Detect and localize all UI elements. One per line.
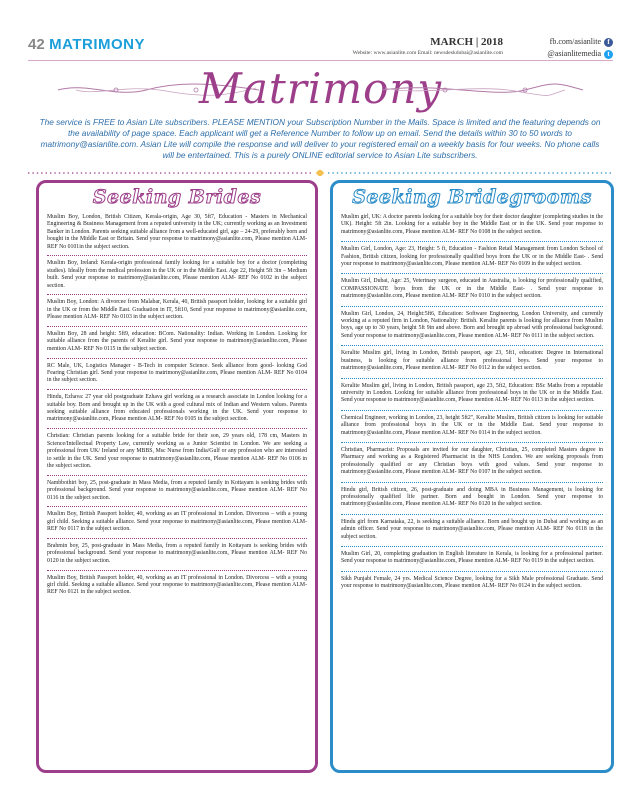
dotted-divider <box>28 170 613 176</box>
list-item: Muslim Boy, London, British Citizen, Kerala-origin, Age 30, 5ft7, Education - Masters in Mechanical Engineering & Business Management from a reputed university in the UK; currently working as an Investment Banker in London. Parents seeking suitable alliance from a well-educated girl, age – 24-29, preferably born and bought in the Middle East or Britain. Send your response to matrimony@asianlite.com, Please mention ALM- REF No 0101in the subject section. <box>47 214 307 250</box>
list-item: Nambbothiri boy, 25, post-graduate in Mass Media, from a reputed family in Kottayam is seeking brides with professional background. Send your response to matrimony@asianlite.com, Please mention ALM- REF No 0116 in the subject section. <box>47 479 307 501</box>
list-item: Muslim Boy, British Passport holder, 40, working as an IT professional in London. Divorcess – with a young girl child. Seeking a suitable alliance. Send your response to matrimony@asianlite.com, Please mention ALM- REF No 0121 in the subject section. <box>47 574 307 596</box>
dotted-separator <box>47 475 307 476</box>
list-item: Muslim Boy, British Passport holder, 40, working as an IT professional in London. Divorcess – with a young girl child. Seeking a suitable alliance. Send your response to matrimony@asianlite.com, Please mention ALM- REF No 0117 in the subject section. <box>47 511 307 533</box>
list-item: RC Male, UK, Logistics Manager - B-Tech in computer Science. Seek alliance from good- looking God Fearing Christian girl. Send your response to matrimony@asianlite.com, Please mention ALM- REF No 0104 in the subject section. <box>47 362 307 384</box>
list-item: Chemical Engineer, working in London, 23, height 5ft2", Keralite Muslim, British citizen is looking for suitable alliance from professional boys in the UK or in the Middle East. Send your response to matrimony@asianlite.com, Please mention ALM- REF No 0114 in the subject section. <box>341 414 603 436</box>
twitter-icon: t <box>604 50 613 59</box>
facebook-link[interactable] <box>550 37 613 47</box>
dotted-separator <box>47 294 307 295</box>
dotted-separator <box>341 482 603 483</box>
dotted-separator <box>341 378 603 379</box>
dotted-separator <box>341 442 603 443</box>
intro-notice <box>36 117 604 161</box>
dotted-separator <box>47 570 307 571</box>
dotted-separator <box>47 326 307 327</box>
page-title: Matrimony <box>198 64 443 113</box>
issue-date: MARCH | 2018 <box>430 36 503 48</box>
dotted-separator <box>341 273 603 274</box>
intro-email-link[interactable]: matrimony@asianlite.com <box>40 139 137 149</box>
list-item: Muslim Boy, Ireland: Kerala-origin professional family looking for a suitable boy for a doctor (completing studies). Ideally from the medical profession in the UK or in the Middle East. Age 22, Height 5ft 3in – Medium built. Send your response to matrimony@asianlite.com, Please mention ALM- REF No 0102 in the subject section. <box>47 260 307 289</box>
list-item: Muslim Boy, London: A divorcee from Malabar, Kerala, 40, British passport holder, looking for a suitable girl in the UK or from the Middle East. Graduation in IT, 5ft10, Send your response to matrimony@asianlite.com, Please mention ALM- REF No 0103 in the subject section. <box>47 299 307 321</box>
twitter-link[interactable] <box>547 49 613 59</box>
list-item: Christian, Pharmacist: Proposals are invited for our daughter, Christian, 25, completed Masters degree in Pharmacy and working as a Registered Pharmacist in the NHS London. We are seeking proposals from professionally qualified or any Christian boys with good values. Send your response to matrimony@asianlite.com, Please mention ALM- REF No 0107 in the subject section. <box>341 446 603 476</box>
dotted-separator <box>47 255 307 256</box>
seeking-bridegrooms-column <box>330 180 614 773</box>
list-item: Hindu girl, British citizen, 26, post-graduate and doing MBA in Business Management, is looking for professionally qualified life partner. Born and bought in London. Send your response to matrimony@asianlite.com, Please mention ALM- REF No 0120 in the subject section. <box>341 486 603 508</box>
brides-list <box>39 211 315 600</box>
intro-body: PLEASE MENTION your Subscription Number in the Mails. Space is limited and the featuring depends on the availability of page space. Each applicant will get a Reference Number to follow up on email. Send the details within 30 to 50 words to <box>67 117 601 138</box>
list-item: Hindu, Ezhava: 27 year old postgraduate Ezhava girl working as a research associate in London looking for a suitable boy. Born and brought up in the UK with a good cultural mix of Indian and Western values. Parents seeking suitable alliance from educated professionals working in the UK. Send your response to matrimony@asianlite.com, Please mention ALM- REF No 0105 in the subject section. <box>47 394 307 423</box>
dotted-separator <box>47 428 307 429</box>
bridegrooms-list <box>333 211 611 595</box>
list-item: Muslim Boy, 28 and height: 5ft9, education: BCom. Nationality: Indian. Working in London. Looking for suitable alliance from the parents of Keralite girl. Send your response to matrimony@asianlite.com, Please mention ALM- REF No 0115 in the subject section. <box>47 331 307 352</box>
page-number: 42 <box>28 36 45 53</box>
list-item: Muslim girl, UK: A doctor parents looking for a suitable boy for their doctor daughter (completing studies in the UK). Height: 5ft 2in. Looking for a suitable boy in the Middle East or in the UK. Send your response to matrimony@asianlite.com, Please mention ALM- REF No 0108 in the subject section. <box>341 214 603 235</box>
intro-highlight: The service is FREE to Asian Lite subscribers. <box>39 117 210 127</box>
right-flourish-ornament <box>380 82 585 98</box>
list-item: Brahmin boy, 25, post-graduate in Mass Media, from a reputed family in Kottayam is seeking brides with professional background. Send your response to matrimony@asianlite.com, Please mention ALM- REF No 0120 in the subject section. <box>47 542 307 564</box>
list-item: Muslim Girl, London, Age: 23, Height: 5 ft, Education - Fashion Retail Management from London School of Fashion, British citizen, looking for professionally qualified boys from the UK or in the Middle East- . Send your response to matrimony@asianlite.com, Please mention ALM- REF No 0109 in the subject section. <box>341 246 603 268</box>
dotted-separator <box>47 389 307 390</box>
dotted-separator <box>47 358 307 359</box>
header-divider <box>28 60 613 61</box>
list-item: Muslim Girl, London, 24, Height:5ft6, Education: Software Engineering, London University, and currently working at a reputed firm in London, Nationality: British. Keralite parents is looking for alliance from Muslim boys, age up to 30 years, height 5ft 9in and above. Born and brought up abroad with professional background. Send your response to matrimony@asianlite.com, Please mention ALM- REF No 0111 in the subject section. <box>341 310 603 339</box>
dotted-separator <box>341 571 603 572</box>
list-item: Hindu girl from Karnataka, 22, is seeking a suitable alliance. Born and bought up in Dubai and working as an admin officer. Send your response to matrimony@asianlite.com, Please mention ALM- REF No 0118 in the subject section. <box>341 518 603 540</box>
list-item: Keralite Muslim girl, living in London, British passport, age 23, 5ft1, education: Degree in International business, is looking for suitable alliance from professional boys. Send your response to matrimony@asianlite.com, Please mention ALM- REF No 0112 in the subject section. <box>341 350 603 372</box>
title-area <box>28 64 613 114</box>
page-header <box>28 36 613 60</box>
facebook-handle: fb.com/asianlite <box>549 37 601 46</box>
dotted-separator <box>341 345 603 346</box>
page-section-label <box>28 36 145 54</box>
list-item: Sikh Punjabi Female, 24 yrs. Medical Science Degree, looking for a Sikh Male professional Graduate. Send your response to matrimony@asianlite.com, Please mention ALM- REF No 0124 in the subject section. <box>341 575 603 590</box>
list-item: Muslim Girl, Dubai, Age: 25, Veterinary surgeon, educated in Australia, is looking for professionally qualified, COMPASSIONATE boys from the UK or in the Middle East- . Send your response to matrimony@asianlite.com, Please mention ALM- REF No 0110 in the subject section. <box>341 278 603 300</box>
facebook-icon: f <box>604 38 613 47</box>
list-item: Muslim Girl, 20, completing graduation in English literature in Kerala, is looking for a professional partner. Send your response to matrimony@asianlite.com, Please mention ALM- REF No 0119 in the subject section. <box>341 551 603 565</box>
list-item: Keralite Muslim girl, living in London, British passport, age 23, 5ft2, Education: BSc Maths from a reputable university in London. Looking for suitable alliance from professional boys in the UK or in the Middle East. Send your response to matrimony@asianlite.com, Please mention ALM- REF No 0113 in the subject section. <box>341 382 603 404</box>
twitter-handle: @asianlitemedia <box>547 49 601 58</box>
dotted-separator <box>47 538 307 539</box>
intro-tail: . Asian Lite will compile the response and will deliver to your registered email on a weekly basis for four weeks. No phone calls will be entertained. This is a purely ONLINE editorial service to Asian Lite subscribers. <box>136 139 600 160</box>
website-email: Website: www.asianlite.com Email: newsdeskdubai@asianlite.com <box>352 50 503 56</box>
dotted-separator <box>341 546 603 547</box>
list-item: Christian: Christian parents looking for a suitable bride for their son, 29 years old, 178 cm, Masters in Science/Intellectual Property Law, currently working as a Junior Scientist in London. We are seeking a professional from UK/ Ireland or any MBBS, Msc Nurse from India/Gulf or any profession who are interested to settle in the UK. Send your response to matrimony@asianlite.com, Please mention ALM- REF No 0106 in the subject section. <box>47 433 307 469</box>
seeking-bridegrooms-heading: Seeking Bridegrooms <box>352 186 592 208</box>
dotted-separator <box>341 514 603 515</box>
seeking-brides-heading: Seeking Brides <box>92 186 262 208</box>
section-name: MATRIMONY <box>49 36 146 53</box>
dotted-separator <box>341 410 603 411</box>
dotted-separator <box>47 506 307 507</box>
dotted-separator <box>341 241 603 242</box>
dotted-separator <box>341 306 603 307</box>
seeking-brides-column <box>36 180 318 773</box>
